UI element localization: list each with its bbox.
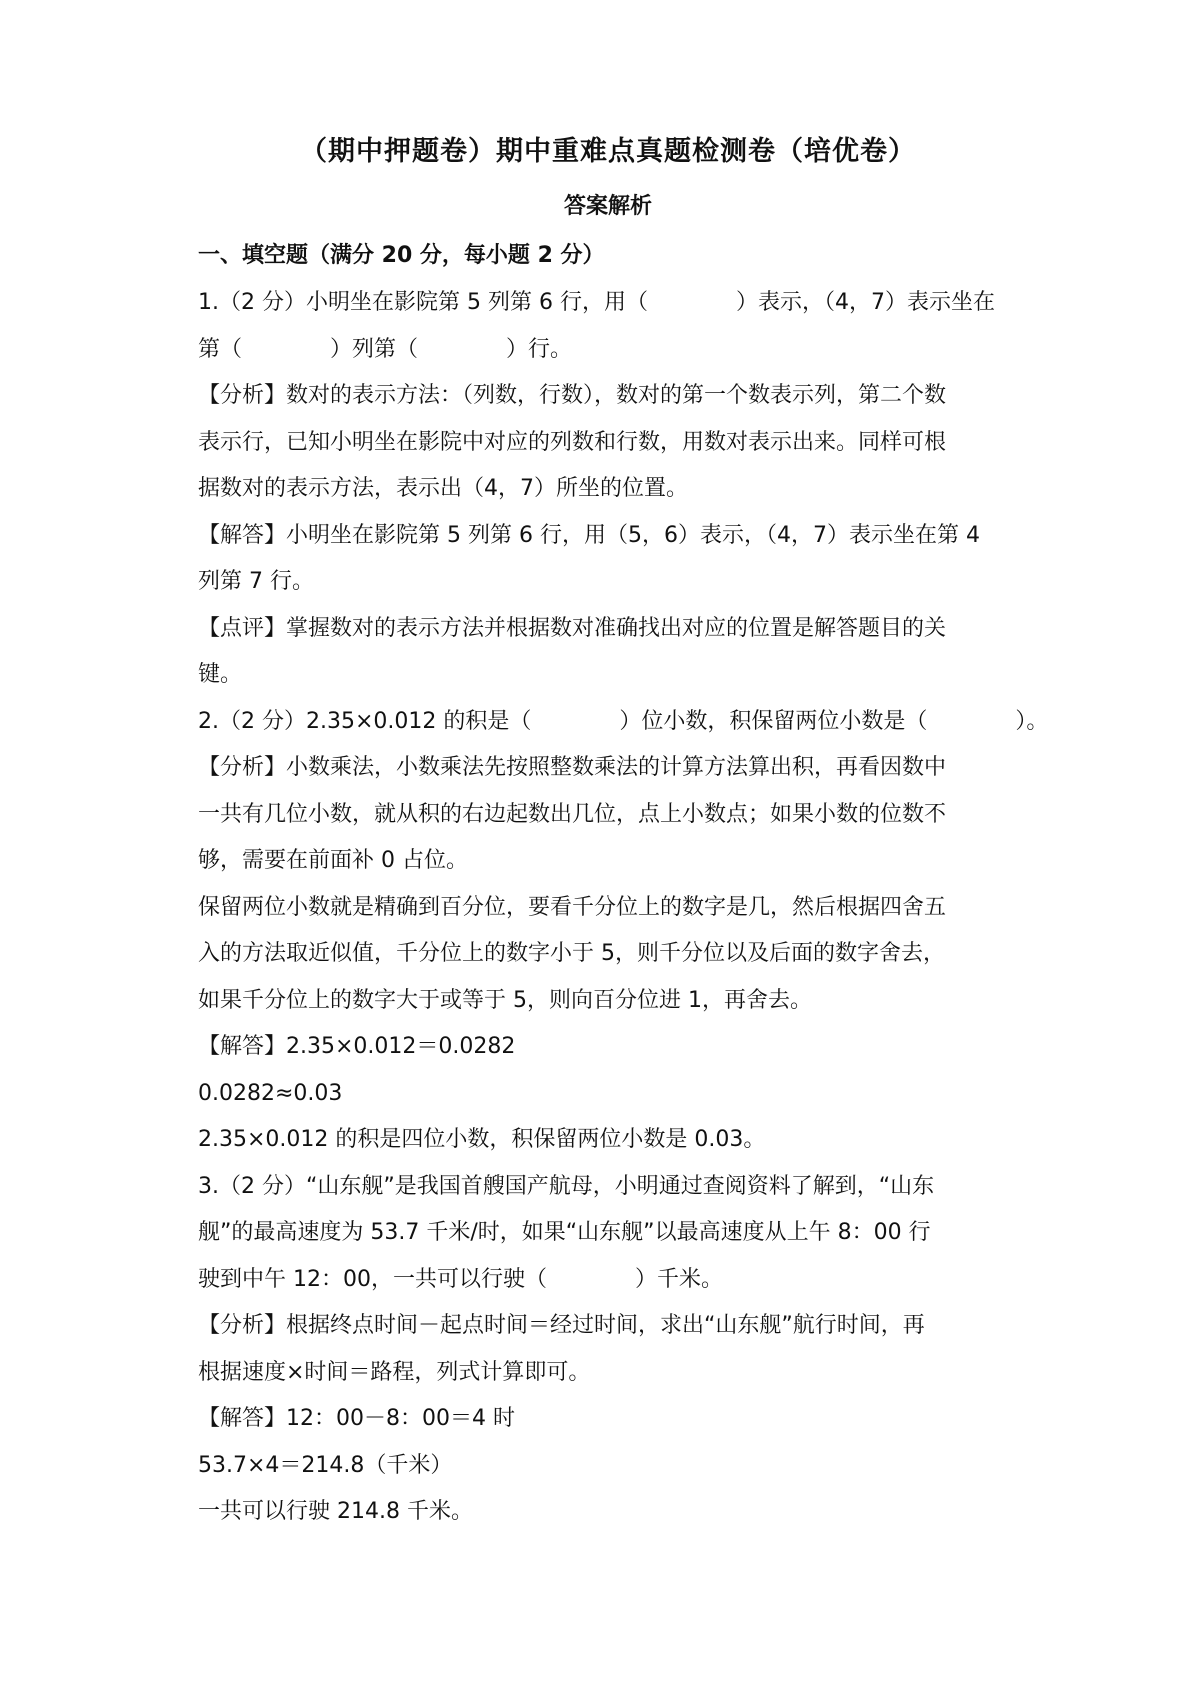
text-line: 据数对的表示方法，表示出（4，7）所坐的位置。: [198, 476, 688, 501]
text-line: 够，需要在前面补 0 占位。: [198, 848, 468, 873]
text-line: 2.35×0.012 的积是四位小数，积保留两位小数是 0.03。: [198, 1127, 766, 1152]
document-subtitle: 答案解析: [563, 194, 652, 219]
text-line: 表示行，已知小明坐在影院中对应的列数和行数，用数对表示出来。同样可根: [198, 429, 947, 455]
text-line: 舰”的最高速度为 53.7 千米/时，如果“山东舰”以最高速度从上午 8：00 行: [198, 1220, 931, 1245]
text-line: 如果千分位上的数字大于或等于 5，则向百分位进 1，再舍去。: [198, 987, 812, 1013]
text-line: 3.（2 分）“山东舰”是我国首艘国产航母，小明通过查阅资料了解到，“山东: [198, 1173, 935, 1199]
text-line: 【解答】12：00－8：00＝4 时: [198, 1406, 515, 1431]
text-line: 键。: [198, 662, 243, 687]
text-line: 列第 7 行。: [198, 569, 314, 594]
text-line: 【解答】小明坐在影院第 5 列第 6 行，用（5，6）表示，（4，7）表示坐在第 4: [198, 522, 980, 548]
text-line: 入的方法取近似值，千分位上的数字小于 5，则千分位以及后面的数字舍去，: [198, 941, 945, 966]
text-line: 2.（2 分）2.35×0.012 的积是（ ）位小数，积保留两位小数是（ ）。: [198, 708, 1049, 734]
text-line: 0.0282≈0.03: [198, 1080, 343, 1106]
section-heading: 一、填空题（满分 20 分，每小题 2 分）: [198, 243, 605, 268]
text-line: 【分析】数对的表示方法：（列数，行数），数对的第一个数表示列，第二个数: [198, 383, 947, 408]
document-title: （期中押题卷）期中重难点真题检测卷（培优卷）: [300, 136, 916, 167]
text-line: 1.（2 分）小明坐在影院第 5 列第 6 行，用（ ）表示，（4，7）表示坐在: [198, 290, 995, 315]
text-line: 一共有几位小数，就从积的右边起数出几位，点上小数点；如果小数的位数不: [198, 801, 947, 827]
text-line: 【解答】2.35×0.012＝0.0282: [198, 1034, 516, 1059]
text-line: 一共可以行驶 214.8 千米。: [198, 1499, 473, 1524]
text-line: 【分析】根据终点时间－起点时间＝经过时间，求出“山东舰”航行时间，再: [198, 1313, 925, 1338]
text-line: 驶到中午 12：00，一共可以行驶（ ）千米。: [198, 1266, 723, 1292]
text-line: 根据速度×时间＝路程，列式计算即可。: [198, 1359, 591, 1385]
text-line: 保留两位小数就是精确到百分位，要看千分位上的数字是几，然后根据四舍五: [198, 894, 947, 920]
document-page: [198, 132, 1049, 1536]
document-body: [198, 280, 1049, 1536]
text-line: 【分析】小数乘法，小数乘法先按照整数乘法的计算方法算出积，再看因数中: [198, 755, 947, 780]
text-line: 第（ ）列第（ ）行。: [198, 336, 573, 362]
text-line: 【点评】掌握数对的表示方法并根据数对准确找出对应的位置是解答题目的关: [198, 615, 947, 641]
text-line: 53.7×4＝214.8（千米）: [198, 1452, 453, 1478]
